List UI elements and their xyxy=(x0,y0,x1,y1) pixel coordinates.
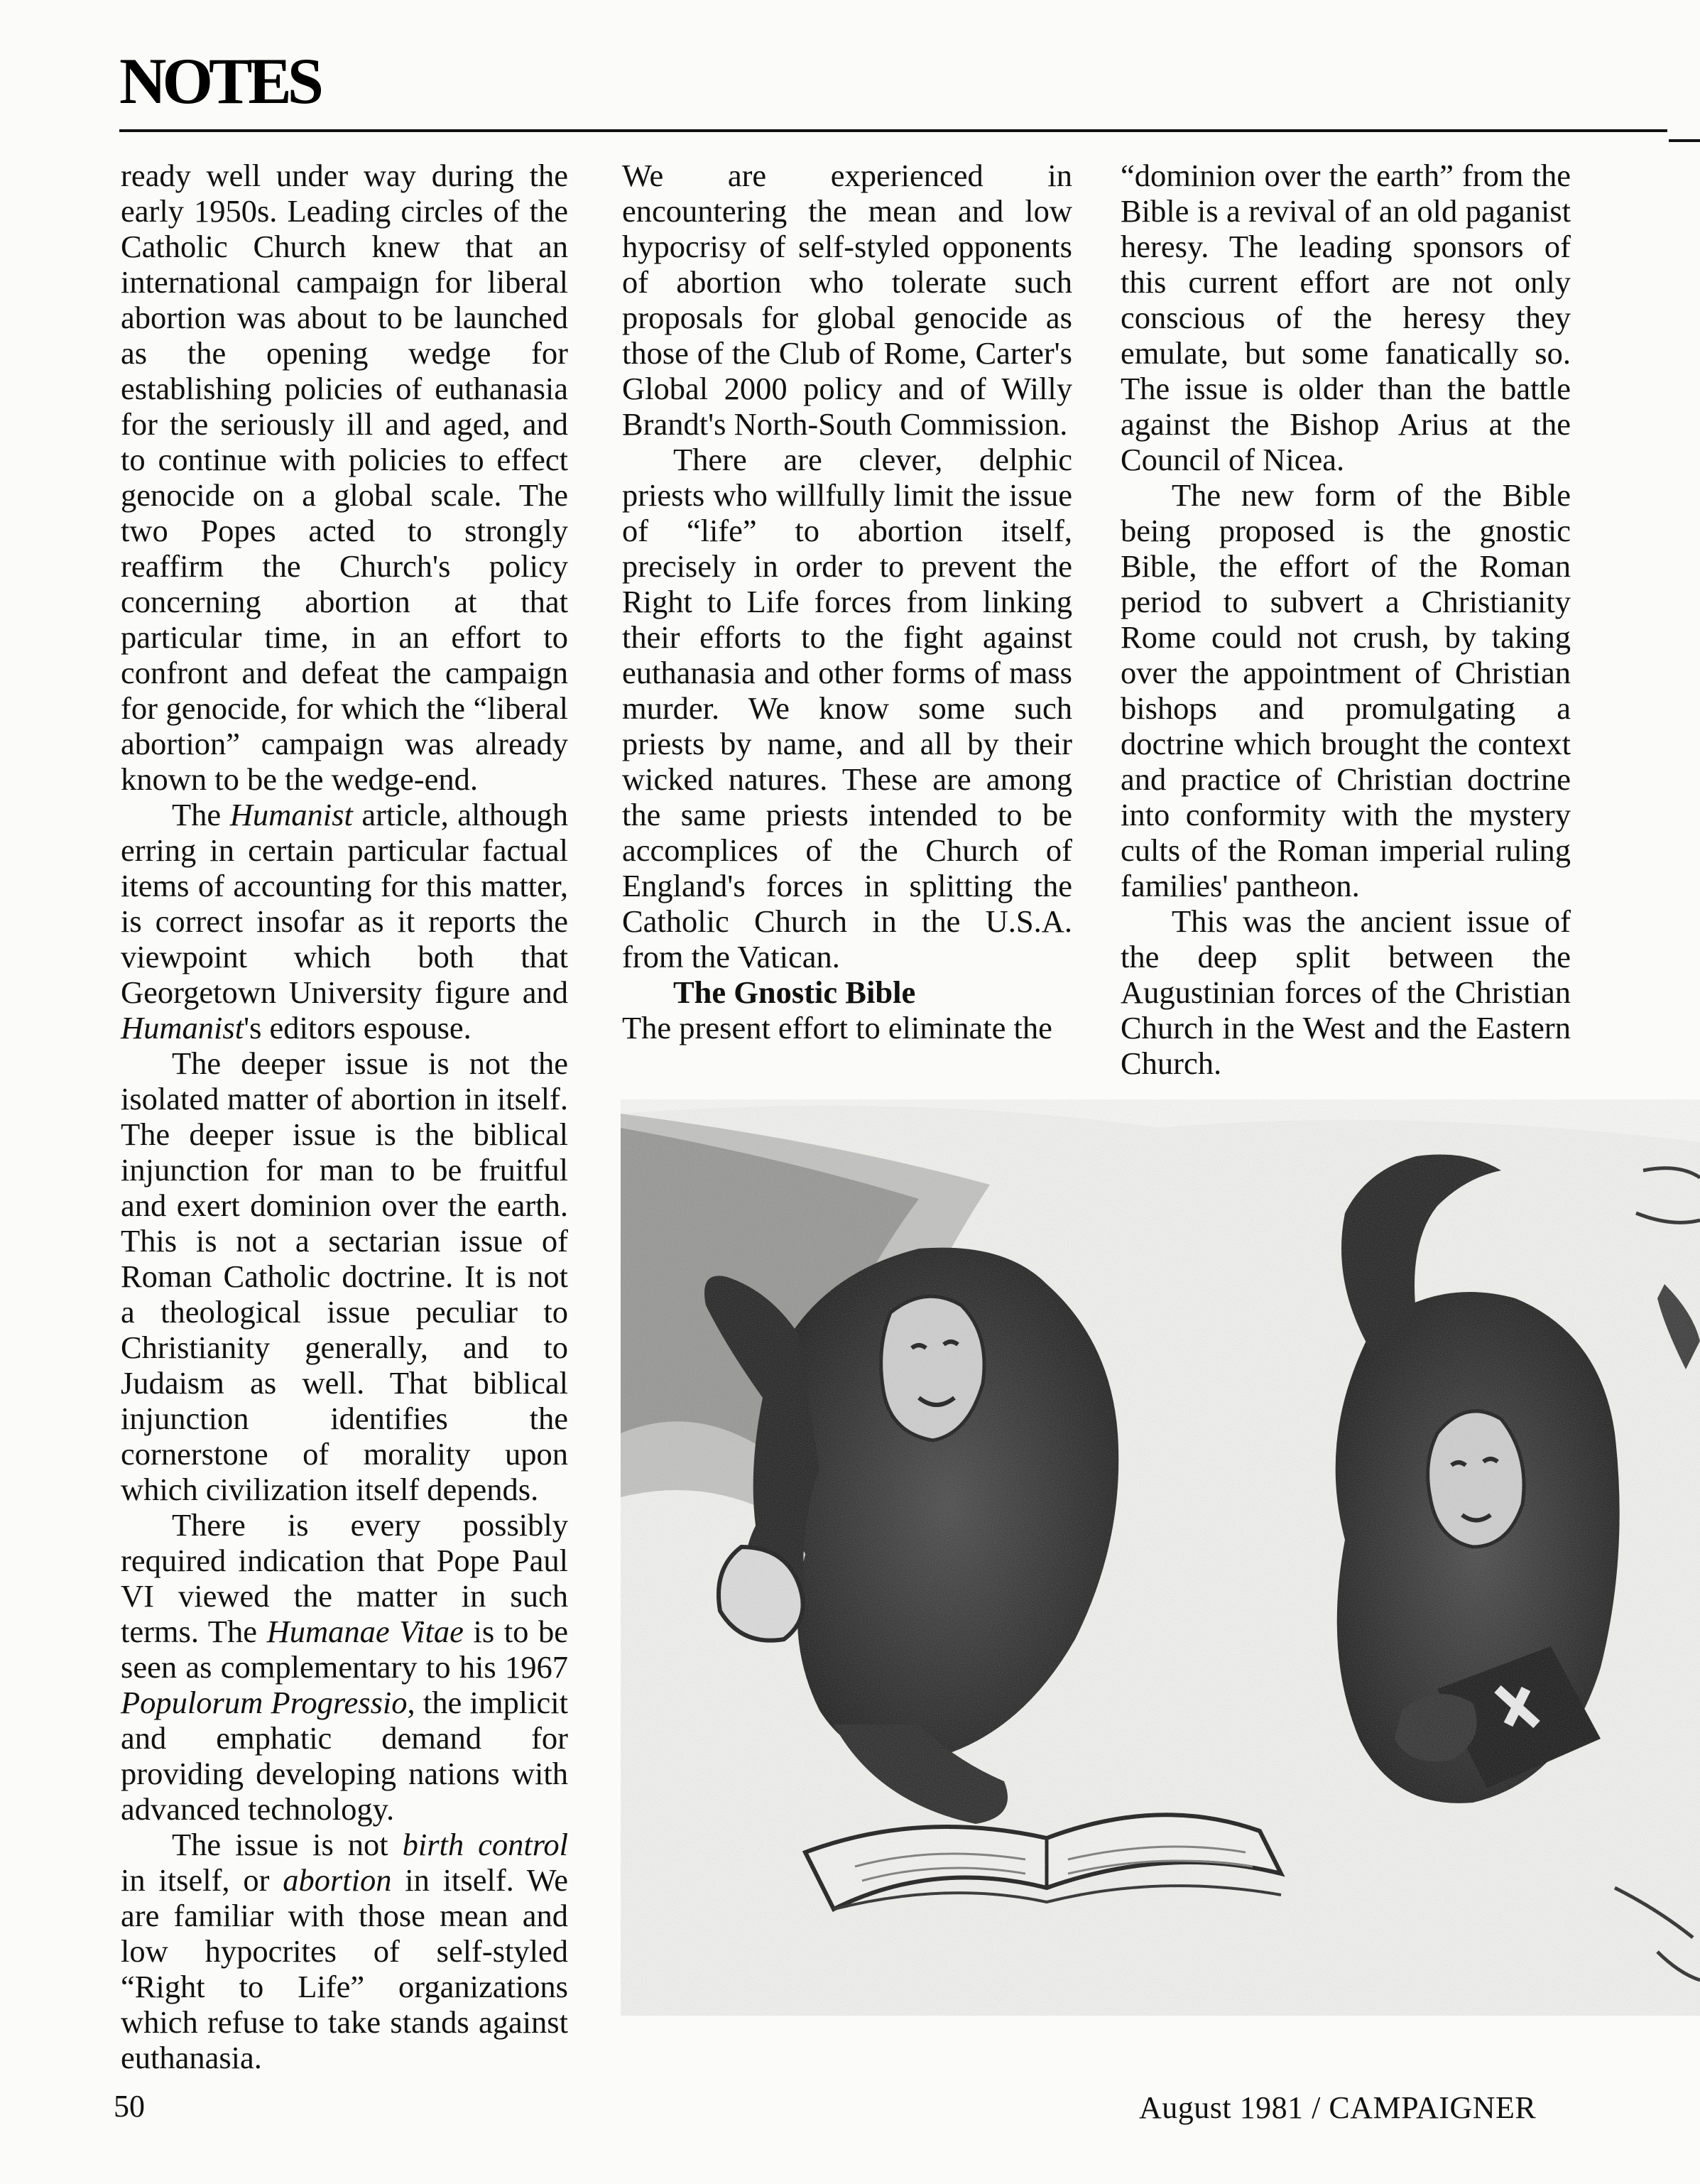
paragraph: This was the ancient issue of the deep split between the Augustinian forces of the Christian Church in the West and the Eastern Church. xyxy=(1121,903,1571,1081)
page-number: 50 xyxy=(114,2089,145,2124)
subheading: The Gnostic Bible xyxy=(673,974,916,1010)
column-3 xyxy=(1121,158,1571,1081)
paragraph: The present effort to eliminate the xyxy=(622,1010,1052,1045)
paragraph: The new form of the Bible being proposed is the gnostic Bible, the effort of the Roman period to subvert a Christianity Rome could not crush, by taking over the appointment of Christian bishops and promulgating a doctrine which brought the context and practice of Christian doctrine into conformity with the mystery cults of the Roman imperial ruling families' pantheon. xyxy=(1121,477,1571,903)
section-title: NOTES xyxy=(119,45,320,117)
paragraph: The issue is not birth control in itself, or abortion in itself. We are familiar with those mean and low hypocrites of self-styled “Right to Life” organizations which refuse to take stands against euthanasia. xyxy=(121,1827,568,2075)
header-rule-tick xyxy=(1669,139,1700,142)
monkeys-illustration xyxy=(621,1099,1700,2016)
paragraph: The Humanist article, although erring in certain particular factual items of accounting for this matter, is correct insofar as it reports the viewpoint which both that Georgetown University figure and Humanist's editors espouse. xyxy=(121,797,568,1045)
paragraph: We are experienced in encountering the mean and low hypocrisy of self-styled opponents of abortion who tolerate such proposals for global genocide as those of the Club of Rome, Carter's Global 2000 policy and of Willy Brandt's North-South Commission. xyxy=(622,158,1072,442)
column-2 xyxy=(622,158,1072,1045)
header-rule xyxy=(119,129,1667,132)
issue-label: August 1981 / CAMPAIGNER xyxy=(1139,2090,1537,2125)
paragraph: “dominion over the earth” from the Bible is a revival of an old paganist heresy. The leading sponsors of this current effort are not only conscious of the heresy they emulate, but some fanatically so. The issue is older than the battle against the Bishop Arius at the Council of Nicea. xyxy=(1121,158,1571,477)
paragraph: The deeper issue is not the isolated matter of abortion in itself. The deeper issue is the biblical injunction for man to be fruitful and exert dominion over the earth. This is not a sectarian issue of Roman Catholic doctrine. It is not a theological issue peculiar to Christianity generally, and to Judaism as well. That biblical injunction identifies the cornerstone of morality upon which civilization itself depends. xyxy=(121,1045,568,1507)
column-1 xyxy=(121,158,568,2075)
paragraph: ready well under way during the early 1950s. Leading circles of the Catholic Church knew that an international campaign for liberal abortion was about to be launched as the opening wedge for establishing policies of euthanasia for the seriously ill and aged, and to continue with policies to effect genocide on a global scale. The two Popes acted to strongly reaffirm the Church's policy concerning abortion at that particular time, in an effort to confront and defeat the campaign for genocide, for which the “liberal abortion” campaign was already known to be the wedge-end. xyxy=(121,158,568,797)
paragraph: There are clever, delphic priests who willfully limit the issue of “life” to abortion itself, precisely in order to prevent the Right to Life forces from linking their efforts to the fight against euthanasia and other forms of mass murder. We know some such priests by name, and all by their wicked natures. These are among the same priests intended to be accomplices of the Church of England's forces in splitting the Catholic Church in the U.S.A. from the Vatican. xyxy=(622,442,1072,974)
paragraph: There is every possibly required indication that Pope Paul VI viewed the matter in such terms. The Humanae Vitae is to be seen as complementary to his 1967 Populorum Progressio, the implicit and emphatic demand for providing developing nations with advanced technology. xyxy=(121,1507,568,1827)
